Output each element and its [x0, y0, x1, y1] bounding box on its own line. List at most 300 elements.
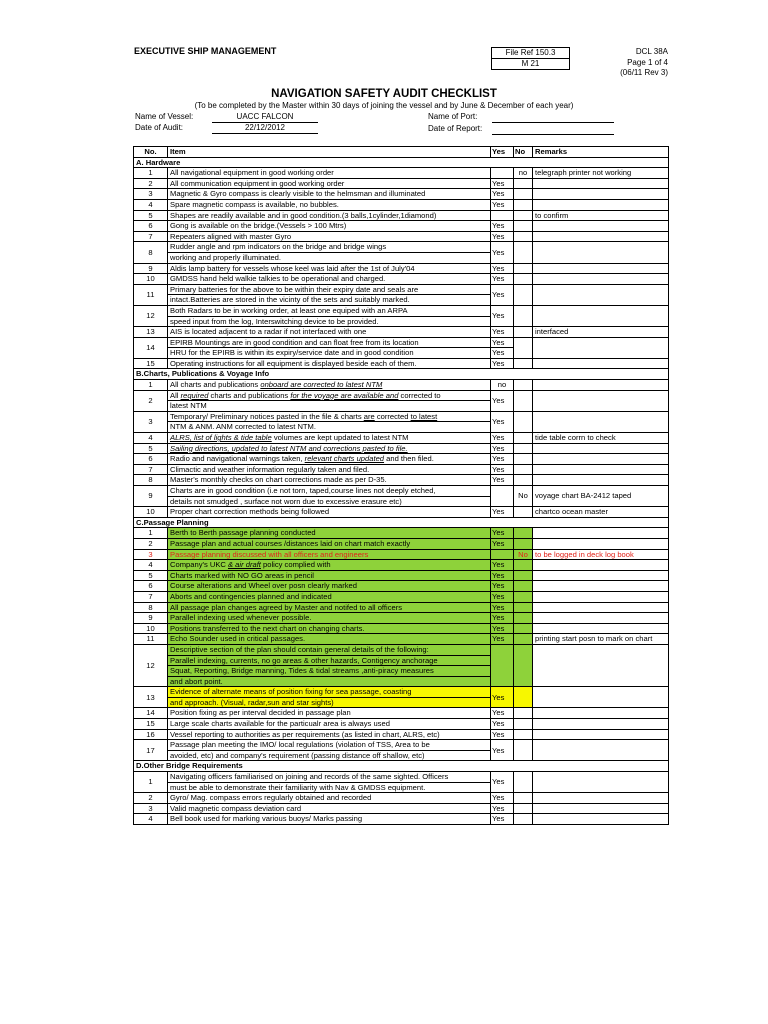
no-cell[interactable]: [514, 443, 533, 454]
item-number: 14: [134, 337, 168, 358]
page-number: Page 1 of 4: [627, 57, 668, 67]
yes-cell[interactable]: [491, 210, 514, 221]
item-number: 7: [134, 591, 168, 602]
remarks-cell[interactable]: to be logged in deck log book: [533, 549, 669, 560]
table-row: [134, 581, 669, 592]
no-cell[interactable]: [514, 708, 533, 719]
no-cell[interactable]: [514, 433, 533, 444]
item-text: ALRS, list of lights & tide table volumes are kept updated to latest NTM: [168, 433, 491, 444]
item-text: Master's monthly checks on chart corrections made as per D-35.: [168, 475, 491, 486]
table-row: [134, 793, 669, 804]
no-cell[interactable]: [514, 729, 533, 740]
yes-cell[interactable]: Yes: [491, 814, 514, 825]
item-number: 10: [134, 623, 168, 634]
item-text: GMDSS hand held walkie talkies to be operational and charged.: [168, 274, 491, 285]
table-row: [134, 708, 669, 719]
item-text: Valid magnetic compass deviation card: [168, 803, 491, 814]
table-row: [134, 814, 669, 825]
item-text: Shapes are readily available and in good condition.(3 balls,1cylinder,1diamond): [168, 210, 491, 221]
yes-cell[interactable]: Yes: [491, 623, 514, 634]
no-cell[interactable]: [514, 687, 533, 708]
no-cell[interactable]: [514, 380, 533, 391]
item-number: 2: [134, 178, 168, 189]
yes-cell[interactable]: Yes: [491, 242, 514, 263]
no-cell[interactable]: [514, 242, 533, 263]
remarks-cell[interactable]: [533, 464, 669, 475]
remarks-cell[interactable]: [533, 793, 669, 804]
yes-cell[interactable]: Yes: [491, 411, 514, 432]
item-text: Primary batteries for the above to be within their expiry date and seals are: [168, 284, 491, 295]
no-cell[interactable]: [514, 337, 533, 358]
table-row: [134, 507, 669, 518]
remarks-cell[interactable]: [533, 411, 669, 432]
port-label: Name of Port:: [428, 112, 478, 121]
table-row: [134, 803, 669, 814]
item-number: 16: [134, 729, 168, 740]
table-row: [134, 454, 669, 465]
vessel-value[interactable]: UACC FALCON: [212, 112, 318, 123]
remarks-cell[interactable]: [533, 380, 669, 391]
item-text: Climactic and weather information regularly taken and filed.: [168, 464, 491, 475]
page-title: NAVIGATION SAFETY AUDIT CHECKLIST: [271, 88, 497, 100]
remarks-cell[interactable]: [533, 199, 669, 210]
yes-cell[interactable]: Yes: [491, 337, 514, 348]
file-reference-box: [491, 47, 570, 70]
item-number: 17: [134, 740, 168, 761]
item-number: 2: [134, 793, 168, 804]
remarks-cell[interactable]: interfaced: [533, 327, 669, 338]
table-row: [134, 486, 669, 497]
document-code-block: [620, 47, 668, 79]
yes-cell[interactable]: Yes: [491, 348, 514, 359]
item-text: Magnetic & Gyro compass is clearly visible to the helmsman and illuminated: [168, 189, 491, 200]
yes-cell[interactable]: Yes: [491, 803, 514, 814]
item-text: Repeaters aligned with master Gyro: [168, 231, 491, 242]
item-text: Radio and navigational warnings taken, relevant charts updated and then filed.: [168, 454, 491, 465]
item-text: Large scale charts available for the particualr area is always used: [168, 719, 491, 730]
no-cell[interactable]: [514, 623, 533, 634]
item-number: 7: [134, 464, 168, 475]
yes-cell[interactable]: Yes: [491, 687, 514, 708]
item-number: 6: [134, 454, 168, 465]
yes-cell[interactable]: Yes: [491, 263, 514, 274]
table-row: [134, 337, 669, 348]
item-text: Berth to Berth passage planning conducted: [168, 528, 491, 539]
section-header: [134, 157, 669, 168]
section-header: [134, 369, 669, 380]
remarks-cell[interactable]: [533, 390, 669, 411]
no-cell[interactable]: [514, 634, 533, 645]
yes-cell[interactable]: Yes: [491, 178, 514, 189]
table-row: [134, 475, 669, 486]
yes-cell[interactable]: Yes: [491, 221, 514, 232]
yes-cell[interactable]: Yes: [491, 719, 514, 730]
item-text: Charts are in good condition (i.e not torn, taped,course lines not deeply etched,: [168, 486, 491, 497]
item-number: 9: [134, 613, 168, 624]
item-number: 14: [134, 708, 168, 719]
section-title: B.Charts, Publications & Voyage Info: [134, 369, 669, 380]
item-text: details not smudged , surface not worn due to excessive erasure etc): [168, 496, 491, 507]
item-number: 8: [134, 242, 168, 263]
no-cell[interactable]: [514, 231, 533, 242]
remarks-cell[interactable]: [533, 231, 669, 242]
item-number: 9: [134, 263, 168, 274]
remarks-cell[interactable]: [533, 613, 669, 624]
item-number: 8: [134, 475, 168, 486]
yes-cell[interactable]: Yes: [491, 560, 514, 571]
yes-cell[interactable]: Yes: [491, 390, 514, 411]
item-text: and approach. (Visual, radar,sun and star sights): [168, 697, 491, 708]
section-header: [134, 517, 669, 528]
table-row: [134, 613, 669, 624]
table-row: [134, 570, 669, 581]
remarks-cell[interactable]: [533, 454, 669, 465]
item-number: 4: [134, 560, 168, 571]
item-text: latest NTM: [168, 401, 491, 412]
yes-cell[interactable]: Yes: [491, 740, 514, 761]
col-header-no-answer: No: [514, 147, 533, 158]
yes-cell[interactable]: [491, 486, 514, 507]
item-text: Passage plan and actual courses /distances laid on chart match exactly: [168, 538, 491, 549]
item-number: 6: [134, 581, 168, 592]
item-text: Charts marked with NO GO areas in pencil: [168, 570, 491, 581]
yes-cell[interactable]: [491, 549, 514, 560]
no-cell[interactable]: [514, 358, 533, 369]
table-row: [134, 390, 669, 401]
item-number: 12: [134, 305, 168, 326]
yes-cell[interactable]: Yes: [491, 591, 514, 602]
yes-cell[interactable]: Yes: [491, 358, 514, 369]
no-cell[interactable]: No: [514, 486, 533, 507]
no-cell[interactable]: [514, 305, 533, 326]
remarks-cell[interactable]: [533, 560, 669, 571]
remarks-cell[interactable]: printing start posn to mark on chart: [533, 634, 669, 645]
table-row: [134, 284, 669, 295]
no-cell[interactable]: [514, 719, 533, 730]
item-number: 11: [134, 634, 168, 645]
table-row: [134, 591, 669, 602]
remarks-cell[interactable]: [533, 719, 669, 730]
item-text: Gong is available on the bridge.(Vessels > 100 Mtrs): [168, 221, 491, 232]
no-cell[interactable]: [514, 199, 533, 210]
table-row: [134, 199, 669, 210]
item-text: Aborts and contingencies planned and indicated: [168, 591, 491, 602]
item-number: 1: [134, 528, 168, 539]
item-number: 1: [134, 380, 168, 391]
item-number: 6: [134, 221, 168, 232]
yes-cell[interactable]: Yes: [491, 538, 514, 549]
yes-cell[interactable]: Yes: [491, 443, 514, 454]
item-number: 1: [134, 168, 168, 179]
item-number: 10: [134, 507, 168, 518]
table-row: [134, 719, 669, 730]
no-cell[interactable]: [514, 274, 533, 285]
yes-cell[interactable]: Yes: [491, 602, 514, 613]
no-cell[interactable]: [514, 475, 533, 486]
yes-cell[interactable]: [491, 168, 514, 179]
no-cell[interactable]: [514, 772, 533, 793]
item-text: AIS is located adjacent to a radar if not interfaced with one: [168, 327, 491, 338]
yes-cell[interactable]: Yes: [491, 433, 514, 444]
table-row: [134, 634, 669, 645]
no-cell[interactable]: [514, 528, 533, 539]
yes-cell[interactable]: Yes: [491, 274, 514, 285]
yes-cell[interactable]: no: [491, 380, 514, 391]
item-number: 3: [134, 803, 168, 814]
remarks-cell[interactable]: to confirm: [533, 210, 669, 221]
yes-cell[interactable]: Yes: [491, 475, 514, 486]
no-cell[interactable]: [514, 454, 533, 465]
item-text: Descriptive section of the plan should contain general details of the following:: [168, 644, 491, 655]
remarks-cell[interactable]: [533, 443, 669, 454]
no-cell[interactable]: [514, 284, 533, 305]
table-row: [134, 644, 669, 655]
remarks-cell[interactable]: [533, 284, 669, 305]
yes-cell[interactable]: Yes: [491, 231, 514, 242]
item-text: All charts and publications onboard are corrected to latest NTM: [168, 380, 491, 391]
item-text: Passage plan meeting the IMO/ local regulations (violation of TSS, Area to be: [168, 740, 491, 751]
no-cell[interactable]: [514, 263, 533, 274]
yes-cell[interactable]: Yes: [491, 729, 514, 740]
table-row: [134, 538, 669, 549]
file-ref: File Ref 150.3: [505, 48, 556, 57]
item-text: Rudder angle and rpm indicators on the bridge and bridge wings: [168, 242, 491, 253]
col-header-yes: Yes: [491, 147, 514, 158]
yes-cell[interactable]: Yes: [491, 454, 514, 465]
remarks-cell[interactable]: [533, 708, 669, 719]
yes-cell[interactable]: Yes: [491, 772, 514, 793]
yes-cell[interactable]: Yes: [491, 570, 514, 581]
no-cell[interactable]: [514, 560, 533, 571]
item-text: Vessel reporting to authorities as per requirements (as listed in chart, ALRS, etc): [168, 729, 491, 740]
item-number: 7: [134, 231, 168, 242]
table-row: [134, 358, 669, 369]
item-text: All passage plan changes agreed by Master and notifed to all officers: [168, 602, 491, 613]
item-number: 12: [134, 644, 168, 686]
no-cell[interactable]: [514, 740, 533, 761]
table-row: [134, 380, 669, 391]
item-text: Course alterations and Wheel over posn clearly marked: [168, 581, 491, 592]
no-cell[interactable]: [514, 613, 533, 624]
table-row: [134, 274, 669, 285]
remarks-cell[interactable]: [533, 538, 669, 549]
table-row: [134, 305, 669, 316]
item-number: 5: [134, 210, 168, 221]
remarks-cell[interactable]: [533, 740, 669, 761]
remarks-cell[interactable]: [533, 475, 669, 486]
audit-date-label: Date of Audit:: [135, 123, 184, 132]
item-text: Bell book used for marking various buoys/ Marks passing: [168, 814, 491, 825]
col-header-no: No.: [134, 147, 168, 158]
table-row: [134, 443, 669, 454]
yes-cell[interactable]: Yes: [491, 793, 514, 804]
item-text: speed input from the log, Interswitching device to be provided.: [168, 316, 491, 327]
no-cell[interactable]: [514, 390, 533, 411]
no-cell[interactable]: No: [514, 549, 533, 560]
remarks-cell[interactable]: [533, 602, 669, 613]
item-text: working and properly illuminated.: [168, 252, 491, 263]
item-text: Position fixing as per interval decided in passage plan: [168, 708, 491, 719]
yes-cell[interactable]: Yes: [491, 199, 514, 210]
remarks-cell[interactable]: [533, 221, 669, 232]
item-text: Sailing directions, updated to latest NTM and corrections pasted to file.: [168, 443, 491, 454]
item-number: 1: [134, 772, 168, 793]
item-number: 2: [134, 390, 168, 411]
remarks-cell[interactable]: [533, 305, 669, 326]
revision: (06/11 Rev 3): [620, 68, 668, 77]
item-text: Spare magnetic compass is available, no bubbles.: [168, 199, 491, 210]
item-text: HRU for the EPIRB is within its expiry/service date and in good condition: [168, 348, 491, 359]
item-text: Evidence of alternate means of position fixing for sea passage, coasting: [168, 687, 491, 698]
item-text: Parallel indexing used whenever possible.: [168, 613, 491, 624]
file-ref-sub: M 21: [492, 58, 569, 69]
remarks-cell[interactable]: [533, 570, 669, 581]
remarks-cell[interactable]: [533, 729, 669, 740]
section-title: C.Passage Planning: [134, 517, 669, 528]
table-row: [134, 242, 669, 253]
remarks-cell[interactable]: [533, 644, 669, 686]
remarks-cell[interactable]: [533, 528, 669, 539]
col-header-item: Item: [168, 147, 491, 158]
table-row: [134, 263, 669, 274]
item-number: 4: [134, 199, 168, 210]
vessel-label: Name of Vessel:: [135, 112, 194, 121]
remarks-cell[interactable]: [533, 178, 669, 189]
remarks-cell[interactable]: [533, 772, 669, 793]
item-text: Echo Sounder used in critical passages.: [168, 634, 491, 645]
no-cell[interactable]: [514, 570, 533, 581]
remarks-cell[interactable]: telegraph printer not working: [533, 168, 669, 179]
yes-cell[interactable]: Yes: [491, 708, 514, 719]
remarks-cell[interactable]: [533, 189, 669, 200]
table-row: [134, 231, 669, 242]
item-text: All required charts and publications for the voyage are available and corrected to: [168, 390, 491, 401]
doc-code: DCL 38A: [635, 47, 668, 56]
remarks-cell[interactable]: [533, 242, 669, 263]
no-cell[interactable]: [514, 189, 533, 200]
table-row: [134, 189, 669, 200]
no-cell[interactable]: [514, 591, 533, 602]
no-cell[interactable]: [514, 507, 533, 518]
item-number: 13: [134, 687, 168, 708]
yes-cell[interactable]: Yes: [491, 507, 514, 518]
yes-cell[interactable]: Yes: [491, 464, 514, 475]
table-row: [134, 528, 669, 539]
section-header: [134, 761, 669, 772]
remarks-cell[interactable]: chartco ocean master: [533, 507, 669, 518]
checklist-table: [133, 146, 669, 825]
table-row: [134, 772, 669, 783]
no-cell[interactable]: [514, 581, 533, 592]
no-cell[interactable]: [514, 411, 533, 432]
item-text: Squat, Reporting, Bridge manning, Tides & tidal streams ,anti-piracy measures: [168, 666, 491, 677]
yes-cell[interactable]: Yes: [491, 189, 514, 200]
no-cell[interactable]: [514, 210, 533, 221]
item-number: 13: [134, 327, 168, 338]
table-header-row: [134, 147, 669, 158]
table-row: [134, 221, 669, 232]
col-header-remarks: Remarks: [533, 147, 669, 158]
yes-cell[interactable]: Yes: [491, 634, 514, 645]
yes-cell[interactable]: Yes: [491, 581, 514, 592]
item-text: Passage planning discussed with all officers and engineers: [168, 549, 491, 560]
no-cell[interactable]: [514, 793, 533, 804]
table-row: [134, 740, 669, 751]
yes-cell[interactable]: Yes: [491, 528, 514, 539]
page-subtitle: (To be completed by the Master within 30 days of joining the vessel and by June & December of each year): [194, 101, 574, 110]
item-text: Parallel indexing, currents, no go areas & other hazards, Contigency anchorage: [168, 655, 491, 666]
item-number: 15: [134, 358, 168, 369]
item-text: All navigational equipment in good working order: [168, 168, 491, 179]
yes-cell[interactable]: Yes: [491, 305, 514, 326]
no-cell[interactable]: [514, 464, 533, 475]
company-name: EXECUTIVE SHIP MANAGEMENT: [134, 46, 277, 56]
item-text: and abort point.: [168, 676, 491, 687]
item-number: 9: [134, 486, 168, 507]
no-cell[interactable]: [514, 814, 533, 825]
item-text: Aldis lamp battery for vessels whose keel was laid after the 1st of July'04: [168, 263, 491, 274]
remarks-cell[interactable]: [533, 263, 669, 274]
report-date-label: Date of Report:: [428, 124, 483, 133]
audit-date-value[interactable]: 22/12/2012: [212, 123, 318, 134]
table-row: [134, 560, 669, 571]
remarks-cell[interactable]: [533, 337, 669, 358]
remarks-cell[interactable]: [533, 274, 669, 285]
remarks-cell[interactable]: voyage chart BA-2412 taped: [533, 486, 669, 507]
table-row: [134, 327, 669, 338]
item-text: Navigating officers familiarised on joining and records of the same sighted. Officers: [168, 772, 491, 783]
remarks-cell[interactable]: [533, 623, 669, 634]
no-cell[interactable]: [514, 644, 533, 686]
remarks-cell[interactable]: [533, 358, 669, 369]
report-date-value[interactable]: [492, 124, 614, 135]
remarks-cell[interactable]: [533, 687, 669, 708]
no-cell[interactable]: no: [514, 168, 533, 179]
item-number: 4: [134, 814, 168, 825]
yes-cell[interactable]: Yes: [491, 613, 514, 624]
item-number: 11: [134, 284, 168, 305]
remarks-cell[interactable]: [533, 581, 669, 592]
no-cell[interactable]: [514, 538, 533, 549]
item-number: 8: [134, 602, 168, 613]
no-cell[interactable]: [514, 221, 533, 232]
no-cell[interactable]: [514, 327, 533, 338]
port-value[interactable]: [492, 112, 614, 123]
table-row: [134, 687, 669, 698]
yes-cell[interactable]: Yes: [491, 327, 514, 338]
remarks-cell[interactable]: tide table corrn to check: [533, 433, 669, 444]
table-row: [134, 602, 669, 613]
item-text: avoided, etc) and company's requirement (passing distance off shallow, etc): [168, 750, 491, 761]
section-title: A. Hardware: [134, 157, 669, 168]
no-cell[interactable]: [514, 178, 533, 189]
no-cell[interactable]: [514, 803, 533, 814]
item-text: All communication equipment in good working order: [168, 178, 491, 189]
item-number: 3: [134, 549, 168, 560]
table-row: [134, 729, 669, 740]
item-number: 10: [134, 274, 168, 285]
yes-cell[interactable]: [491, 644, 514, 686]
table-row: [134, 433, 669, 444]
item-text: Temporary/ Preliminary notices pasted in the file & charts are corrected to latest: [168, 411, 491, 422]
no-cell[interactable]: [514, 602, 533, 613]
remarks-cell[interactable]: [533, 814, 669, 825]
table-row: [134, 168, 669, 179]
yes-cell[interactable]: Yes: [491, 284, 514, 305]
remarks-cell[interactable]: [533, 803, 669, 814]
remarks-cell[interactable]: [533, 591, 669, 602]
item-text: Company's UKC & air draft policy complied with: [168, 560, 491, 571]
